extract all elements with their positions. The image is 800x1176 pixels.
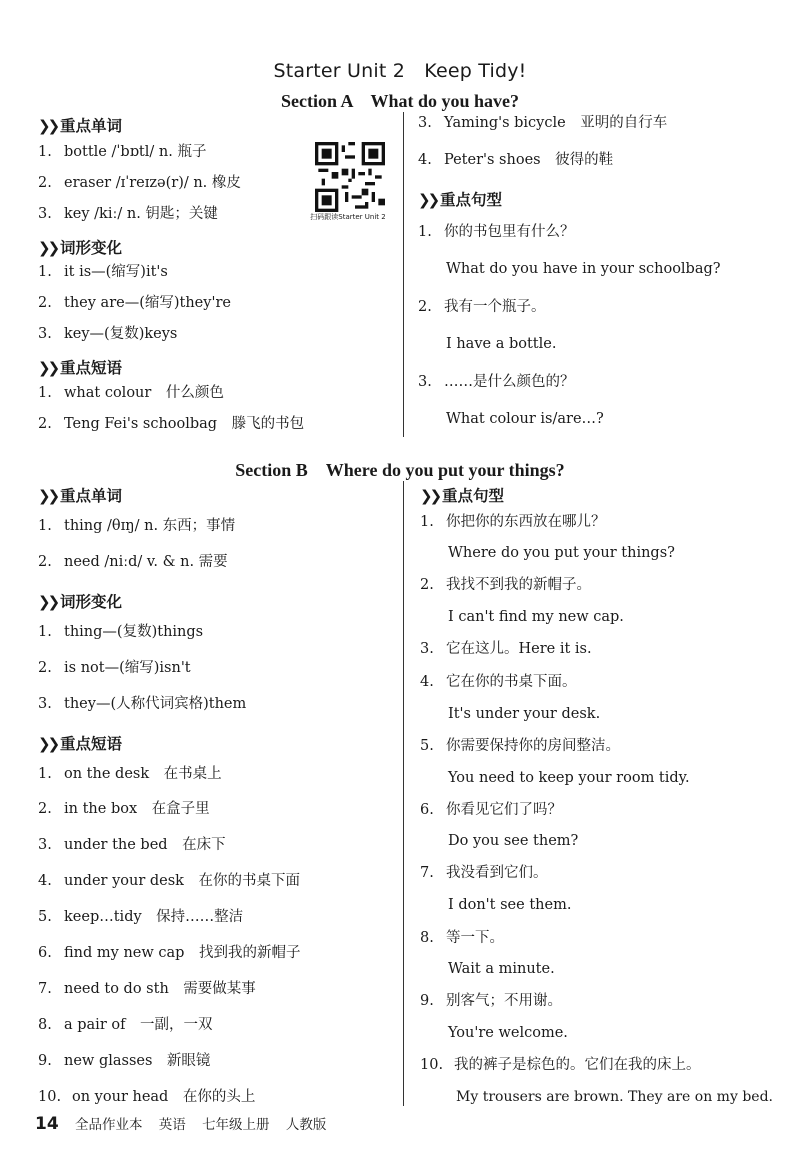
list-item: 9. new glasses 新眼镜: [38, 1053, 211, 1069]
heading-word-forms-b: ❯❯ 词形变化: [38, 593, 123, 611]
list-item: 1. bottle /ˈbɒtl/ n. 瓶子: [38, 144, 207, 160]
list-item: 3. key /kiː/ n. 钥匙；关键: [38, 206, 218, 222]
chevron-icon: ❯❯: [38, 239, 58, 257]
sentence-zh: 1. 你把你的东西放在哪儿？: [420, 514, 606, 530]
list-item: 2. they are—(缩写)they're: [38, 295, 231, 311]
sentence-zh: 9. 别客气；不用谢。: [420, 993, 562, 1009]
list-item: 10. on your head 在你的头上: [38, 1089, 256, 1105]
heading-key-words-b: ❯❯ 重点单词: [38, 487, 123, 505]
page-footer: [35, 1113, 326, 1134]
list-item: 2. eraser /ɪˈreɪzə(r)/ n. 橡皮: [38, 175, 241, 191]
list-item: 7. need to do sth 需要做某事: [38, 981, 256, 997]
edition: 人教版: [285, 1117, 327, 1133]
list-item: 1. thing—(复数)things: [38, 624, 204, 640]
sentence-zh: 6. 你看见它们了吗？: [420, 802, 562, 818]
list-item: 1. what colour 什么颜色: [38, 385, 224, 401]
chevron-icon: ❯❯: [38, 359, 58, 377]
sentence-en: You need to keep your room tidy.: [448, 770, 690, 786]
grade: 七年级上册: [202, 1117, 270, 1133]
section-b-title: Section B Where do you put your things?: [235, 460, 565, 480]
subject: 英语: [158, 1117, 186, 1133]
book-title: 全品作业本: [74, 1117, 143, 1133]
section-a-title: Section A What do you have?: [280, 91, 520, 111]
sentence-zh: 3. ……是什么颜色的？: [418, 374, 575, 390]
sentence-en: What do you have in your schoolbag?: [446, 261, 721, 277]
list-item: 1. thing /θɪŋ/ n. 东西；事情: [38, 518, 236, 534]
list-item: 2. Teng Fei's schoolbag 滕飞的书包: [38, 416, 305, 432]
chevron-icon: ❯❯: [418, 191, 438, 209]
sentence-zh: 2. 我有一个瓶子。: [418, 299, 546, 315]
list-item: 3. under the bed 在床下: [38, 837, 226, 853]
sentence-en: What colour is/are…?: [446, 411, 604, 427]
list-item: 8. a pair of 一副，一双: [38, 1017, 213, 1033]
sentence-en: Wait a minute.: [448, 961, 555, 977]
sentence-zh: 3. 它在这儿。Here it is.: [420, 641, 592, 657]
chevron-icon: ❯❯: [38, 117, 58, 135]
list-item: 4. Peter's shoes 彼得的鞋: [418, 152, 614, 168]
list-item: 5. keep…tidy 保持……整洁: [38, 909, 244, 925]
list-item: 4. under your desk 在你的书桌下面: [38, 873, 300, 889]
list-item: 1. on the desk 在书桌上: [38, 766, 222, 782]
heading-key-sentences-a: ❯❯ 重点句型: [418, 191, 503, 209]
sentence-zh: 2. 我找不到我的新帽子。: [420, 577, 591, 593]
chevron-icon: ❯❯: [38, 593, 58, 611]
sentence-en: I have a bottle.: [446, 336, 557, 352]
sentence-en: Where do you put your things?: [448, 545, 675, 561]
list-item: 3. key—(复数)keys: [38, 326, 178, 342]
sentence-en: It's under your desk.: [448, 706, 601, 722]
list-item: 2. is not—(缩写)isn't: [38, 660, 191, 676]
heading-key-phrases-b: ❯❯ 重点短语: [38, 735, 123, 753]
heading-key-phrases-a: ❯❯ 重点短语: [38, 359, 123, 377]
column-divider: [403, 112, 404, 437]
sentence-zh: 10. 我的裤子是棕色的。它们在我的床上。: [420, 1057, 701, 1073]
sentence-zh: 4. 它在你的书桌下面。: [420, 674, 577, 690]
sentence-en: Do you see them?: [448, 833, 579, 849]
sentence-en: My trousers are brown. They are on my bed.: [456, 1089, 773, 1105]
sentence-en: I don't see them.: [448, 897, 572, 913]
list-item: 6. find my new cap 找到我的新帽子: [38, 945, 301, 961]
list-item: 2. need /niːd/ v. & n. 需要: [38, 554, 228, 570]
chevron-icon: ❯❯: [38, 735, 58, 753]
chevron-icon: ❯❯: [420, 487, 440, 505]
list-item: 1. it is—(缩写)it's: [38, 264, 168, 280]
unit-title: Starter Unit 2 Keep Tidy!: [273, 60, 527, 82]
list-item: 2. in the box 在盒子里: [38, 801, 210, 817]
qr-code[interactable]: [315, 142, 385, 212]
sentence-zh: 8. 等一下。: [420, 930, 504, 946]
list-item: 3. they—(人称代词宾格)them: [38, 696, 247, 712]
sentence-zh: 5. 你需要保持你的房间整洁。: [420, 738, 620, 754]
qr-caption: 扫码跟读Starter Unit 2: [310, 213, 386, 221]
heading-key-words-a: ❯❯ 重点单词: [38, 117, 123, 135]
sentence-en: I can't find my new cap.: [448, 609, 624, 625]
heading-word-forms-a: ❯❯ 词形变化: [38, 239, 123, 257]
sentence-zh: 1. 你的书包里有什么？: [418, 224, 575, 240]
chevron-icon: ❯❯: [38, 487, 58, 505]
column-divider: [403, 481, 404, 1106]
list-item: 3. Yaming's bicycle 亚明的自行车: [418, 115, 668, 131]
heading-key-sentences-b: ❯❯ 重点句型: [420, 487, 505, 505]
page-number: 14: [35, 1114, 59, 1134]
sentence-en: You're welcome.: [448, 1025, 568, 1041]
sentence-zh: 7. 我没看到它们。: [420, 865, 548, 881]
